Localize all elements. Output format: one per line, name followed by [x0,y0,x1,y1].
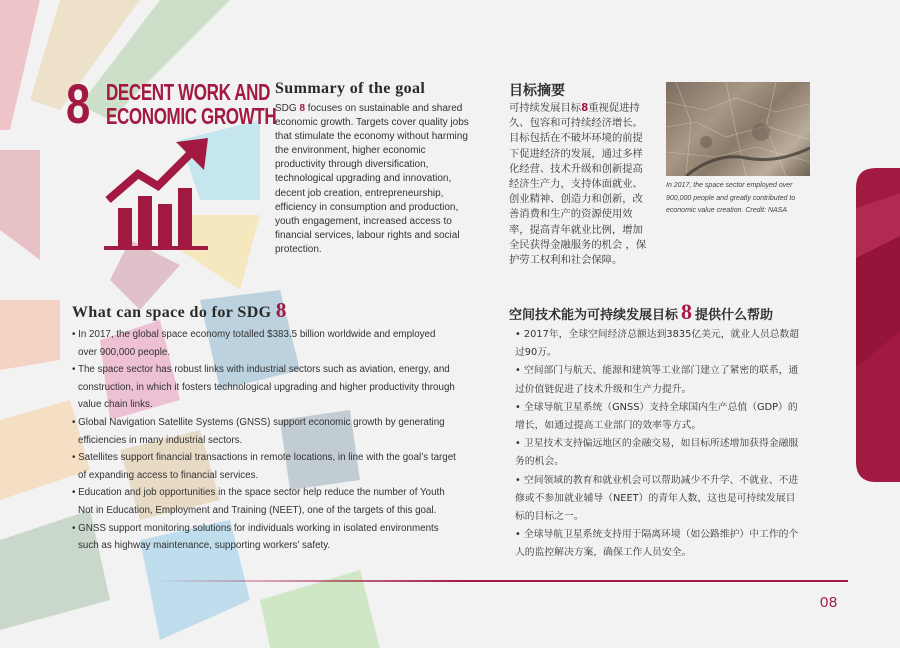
list-item: • GNSS support monitoring solutions for individuals working in isolated environments such as highway maintenance, supporting workers’ safety. [72,522,439,552]
sdg-title [106,79,277,129]
space-zh-heading: 空间技术能为可持续发展目标 8 提供什么帮助 [509,299,774,324]
zh-summary-heading: 目标摘要 [509,83,565,99]
list-item: • 2017年，全球空间经济总额达到3835亿美元，就业人员总数超 过90万。 [515,329,800,359]
sdg-title-line1: DECENT WORK AND [106,79,271,105]
satellite-photo [666,82,810,176]
sdg-number: 8 [66,72,91,135]
list-item: • Education and job opportunities in the space sector help reduce the number of Youth Not in Education, Employment and Training (NEET), one of the targets of this goal. [72,487,445,516]
space-en-heading: What can space do for SDG 8 [72,298,287,322]
summary-goal-number: 8 [299,103,306,114]
photo-caption: In 2017, the space sector employed over 900,000 people and greatly contributed to economic value creation. Credit: NASA [666,182,796,214]
zh-summary-text: 可持续发展目标8重视促进持久、包容和可持续经济增长。目标包括在不破坏环境的前提下促进经济的发展，通过多样化经营、技术升级和创新提高经济生产力，支持体面就业、创业精神、创造力和创新，改善消费和生产的资源使用效率，提高青年就业比例，增加全民获得金融服务的机会 ，保护劳工权利和社会保障。 [509,102,647,267]
zh-summary-goal-number: 8 [581,102,589,114]
growth-chart-icon [104,138,214,250]
list-item: • In 2017, the global space economy totalled $383.5 billion worldwide and employed over 900,000 people. [72,329,436,358]
list-item: • Satellites support financial transactions in remote locations, in line with the goal’s target of expanding access to financial services. [72,452,456,481]
sdg-badge [66,72,277,258]
side-tab-decoration [856,168,900,482]
list-item: • Global Navigation Satellite Systems (GNSS) support economic growth by generating efficiencies in many industrial sectors. [72,416,445,446]
list-item: • 全球导航卫星系统（GNSS）支持全球国内生产总值（GDP）的 增长，如通过提高工业部门的效率等方式。 [515,401,798,432]
summary-heading: Summary of the goal [275,80,426,97]
list-item: • 空间部门与航天、能源和建筑等工业部门建立了紧密的联系，通 过价值链促进了技术升级和生产力提升。 [515,365,799,395]
space-en-list [72,326,482,555]
space-en-goal-number: 8 [275,298,287,322]
photo-texture [666,82,810,176]
footer-rule [150,580,848,582]
list-item: • 全球导航卫星系统支持用于隔离环境（如公路维护）中工作的个 人的监控解决方案，确保工作人员安全。 [515,529,799,559]
summary-text: SDG 8 focuses on sustainable and shared economic growth. Targets cover quality jobs that stimulate the economy without harming the environment, higher economic productivity through diversification, technological upgrading and innovation, decent job creation, entrepreneurship, efficiency in consumption and production, youth engagement, increased access to financial services, labour rights and social protection. [275,103,469,255]
sdg-title-line2: ECONOMIC GROWTH [106,103,277,129]
list-item: • 空间领域的教育和就业机会可以帮助减少不升学、不就业、不进 修或不参加就业辅导（NEET）的青年人数，这也是可持续发展目 标的目标之一。 [515,474,799,523]
list-item: • The space sector has robust links with industrial sectors such as aviation, energy, and construction, in which it fosters technological upgrading and higher productivity through value chain links. [72,364,455,411]
page-number: 08 [820,594,838,611]
space-zh-goal-number: 8 [681,299,693,324]
list-item: • 卫星技术支持偏远地区的金融交易，如目标所述增加获得金融服 务的机会。 [515,438,799,468]
space-zh-list [509,326,809,563]
